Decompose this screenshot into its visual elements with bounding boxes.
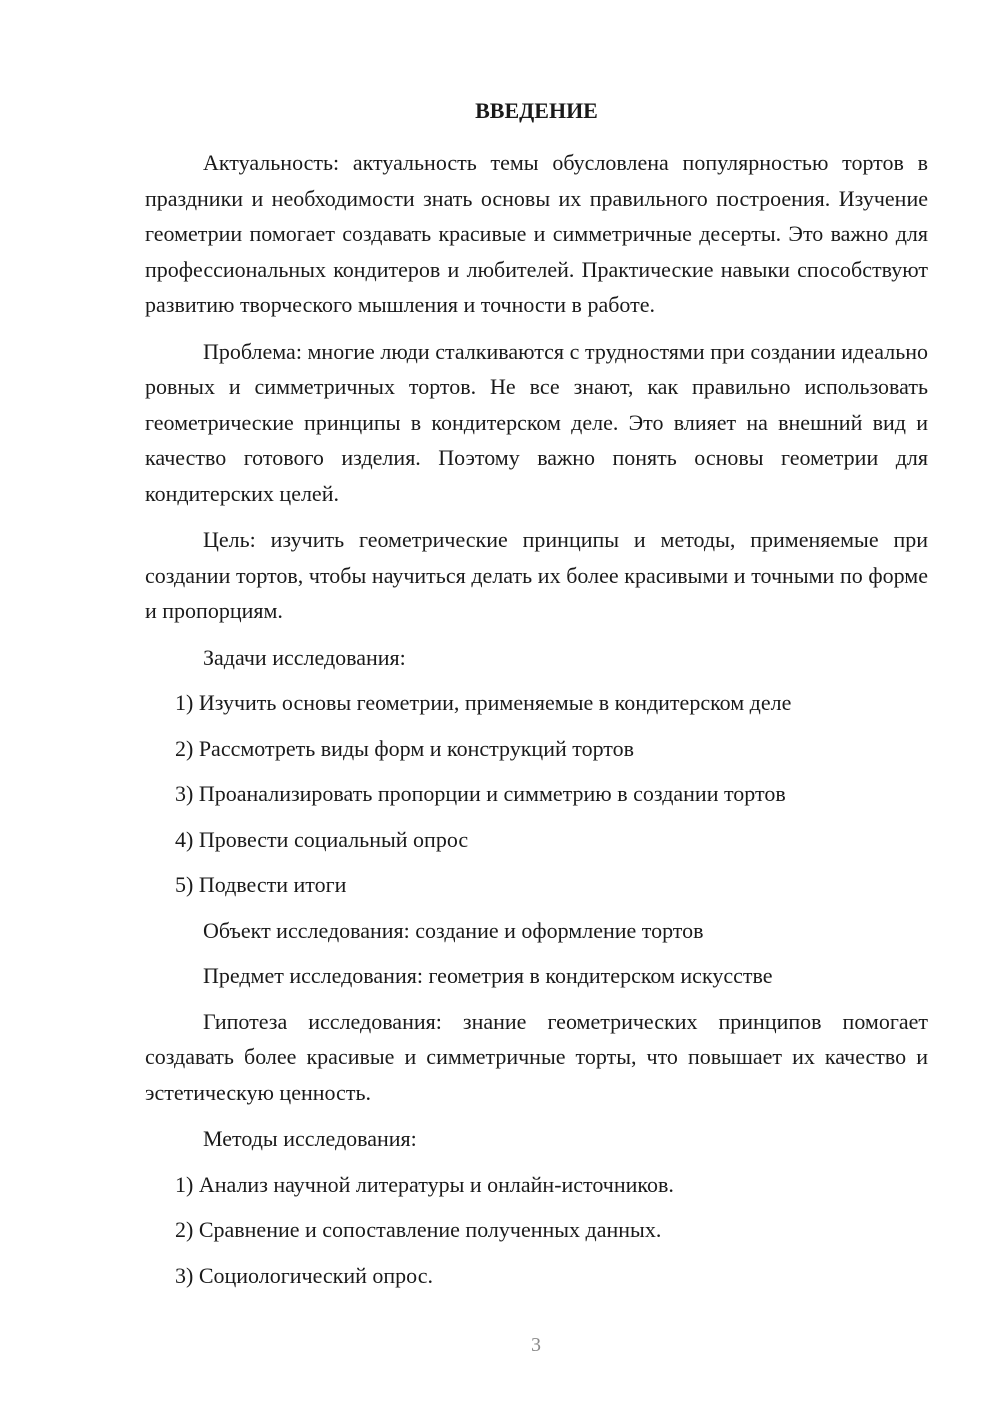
methods-heading: Методы исследования:	[203, 1126, 417, 1151]
subject-line: Предмет исследования: геометрия в кондитерском искусстве	[203, 963, 773, 988]
tasks-heading: Задачи исследования:	[203, 644, 406, 670]
hypothesis-paragraph: Гипотеза исследования: знание геометрических принципов помогает создавать более красивые и симметричные торты, что повышает их качество и эстетическую ценность.	[145, 1008, 928, 1105]
page-number: 3	[531, 1334, 541, 1356]
list-item: 2) Сравнение и сопоставление полученных данных.	[175, 1217, 662, 1242]
list-item: 4) Провести социальный опрос	[175, 826, 469, 852]
problem-paragraph: Проблема: многие люди сталкиваются с трудностями при создании идеально ровных и симметричных тортов. Не все знают, как правильно использовать геометрические принципы в кондитерском деле. Это влияет на внешний вид и качество готового изделия. Поэтому важно понять основы геометрии для кондитерских целей.	[145, 338, 928, 506]
list-item: 1) Изучить основы геометрии, применяемые в кондитерском деле	[175, 690, 792, 715]
relevance-paragraph: Актуальность: актуальность темы обусловлена популярностью тортов в праздники и необходимости знать основы их правильного построения. Изучение геометрии помогает создавать красивые и симметричные десерты. Это важно для профессиональных кондитеров и любителей. Практические навыки способствуют развитию творческого мышления и точности в работе.	[145, 150, 928, 317]
goal-paragraph: Цель: изучить геометрические принципы и методы, применяемые при создании тортов, чтобы научиться делать их более красивыми и точными по форме и пропорциям.	[145, 527, 928, 623]
methods-list	[145, 1167, 928, 1294]
list-item: 1) Анализ научной литературы и онлайн-источников.	[175, 1171, 674, 1197]
document-page	[145, 95, 928, 1303]
page-title: ВВЕДЕНИЕ	[475, 98, 598, 123]
list-item: 5) Подвести итоги	[175, 872, 347, 897]
tasks-list	[145, 685, 928, 903]
list-item: 3) Проанализировать пропорции и симметрию в создании тортов	[175, 781, 786, 806]
list-item: 2) Рассмотреть виды форм и конструкций тортов	[175, 735, 634, 761]
list-item: 3) Социологический опрос.	[175, 1262, 433, 1288]
object-line: Объект исследования: создание и оформление тортов	[203, 917, 704, 943]
